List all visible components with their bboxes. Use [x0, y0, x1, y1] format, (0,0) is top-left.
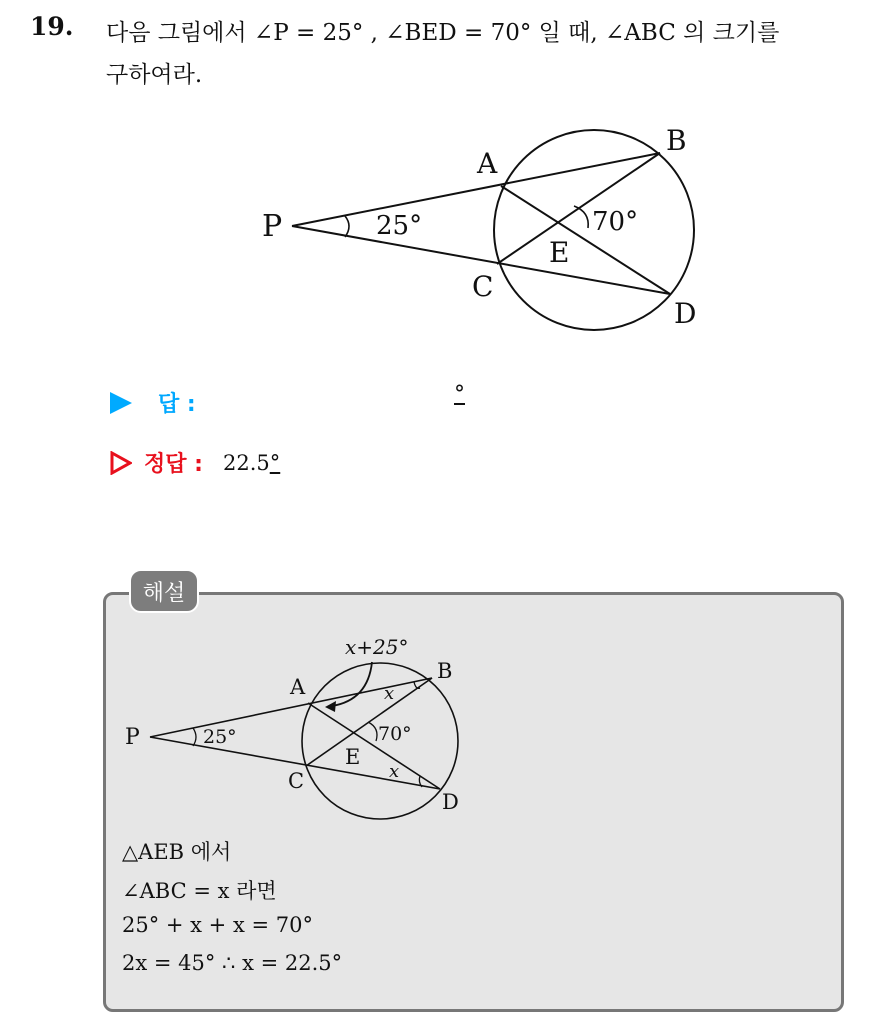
question-number: 19. — [30, 12, 74, 41]
sol-angle-arc-e — [368, 722, 377, 741]
label-C: C — [472, 270, 494, 303]
sol-angle-arc-p — [193, 728, 196, 746]
arrow-head-icon — [325, 701, 336, 712]
angle-p-value: 25° — [376, 211, 423, 241]
sol-label-B: B — [437, 659, 453, 683]
label-B: B — [666, 124, 687, 157]
sol-label-D: D — [442, 790, 459, 814]
label-E: E — [549, 236, 570, 269]
label-P: P — [262, 209, 283, 244]
sol-label-A: A — [290, 675, 306, 699]
label-A: A — [477, 147, 498, 180]
angle-e-value: 70° — [592, 207, 639, 237]
question-text-line2: 구하여라. — [106, 62, 203, 88]
sol-label-E: E — [345, 745, 361, 769]
answer-label: 답 : — [158, 392, 196, 417]
correct-unit: ° — [269, 450, 281, 475]
label-D: D — [674, 297, 697, 330]
solution-line-2: ∠ABC = x 라면 — [122, 879, 277, 903]
sol-x-bottom: x — [389, 761, 400, 782]
sol-label-P: P — [125, 725, 140, 750]
sol-angle-e-value: 70° — [378, 723, 412, 745]
question-text-line1: 다음 그림에서 ∠P = 25° , ∠BED = 70° 일 때, ∠ABC 의 크기를 — [106, 20, 780, 46]
correct-label: 정답 : — [144, 452, 203, 477]
sol-top-label: x+25° — [345, 635, 409, 659]
correct-value: 22.5 — [222, 450, 270, 475]
sol-label-C: C — [288, 769, 305, 793]
sol-x-top: x — [384, 683, 395, 704]
sol-angle-p-value: 25° — [203, 726, 237, 748]
solution-line-4: 2x = 45° ∴ x = 22.5° — [122, 951, 343, 975]
answer-unit: ° — [454, 382, 465, 407]
solution-line-3: 25° + x + x = 70° — [122, 913, 313, 937]
solution-tab: 해설 — [129, 569, 199, 613]
solution-line-1: △AEB 에서 — [122, 840, 232, 864]
